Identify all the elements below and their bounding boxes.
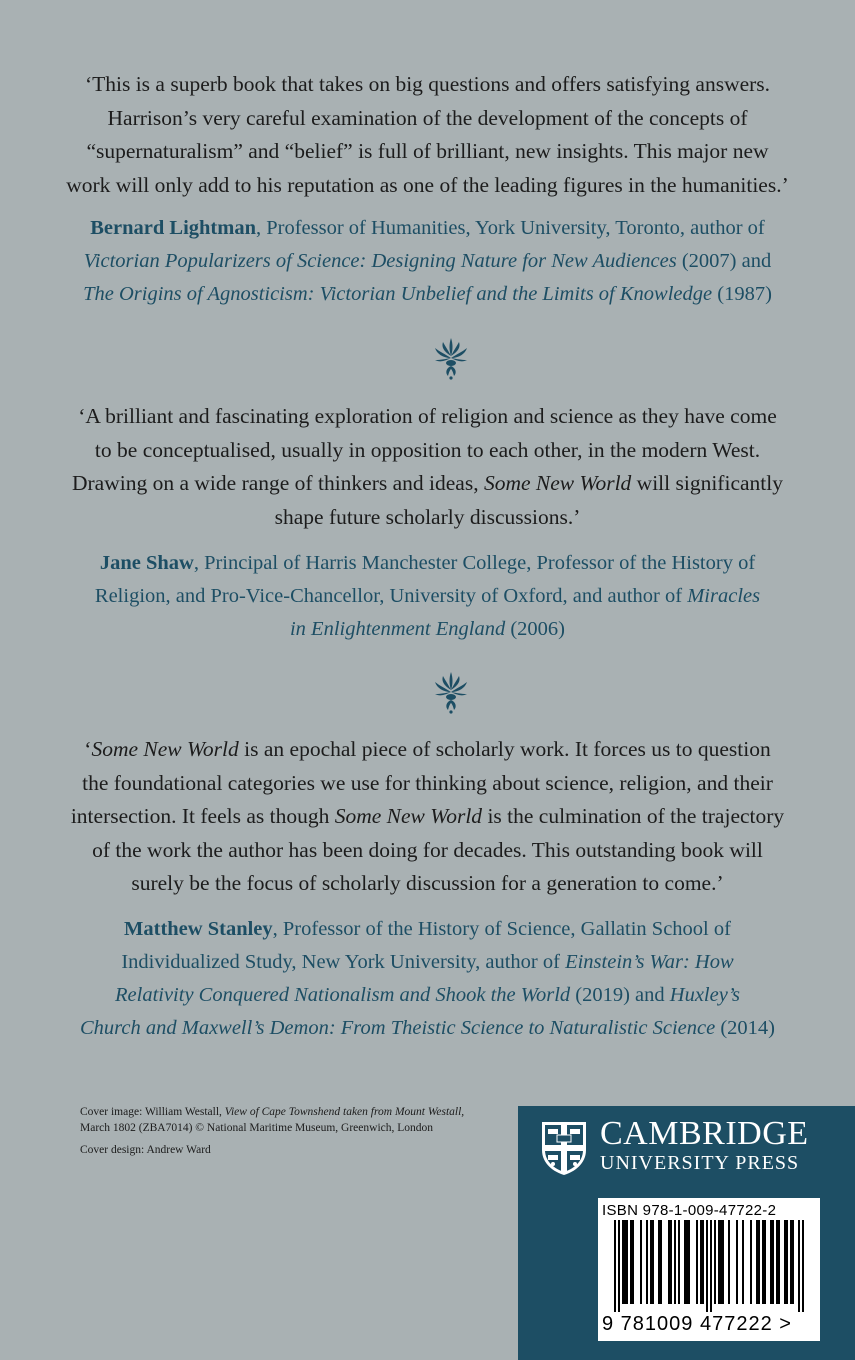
review-3-quote-text: ‘ [84,737,92,761]
barcode-bar [786,1220,788,1304]
barcode-bar [646,1220,648,1304]
cover-image-credit [80,1104,510,1136]
barcode-bar [618,1220,620,1312]
barcode-bar [696,1220,698,1304]
barcode-bar [736,1220,738,1304]
credit-text: Cover image: William Westall, [80,1106,225,1118]
barcode-bar [700,1220,702,1304]
barcode-bar [686,1220,688,1304]
fleuron-icon [431,336,471,380]
artwork-title: View of Cape Townshend taken from Mount Westall, [224,1106,465,1118]
barcode-bar [714,1220,716,1304]
reviewer-affiliation: , Principal of Harris Manchester College, Professor of the History of [193,552,756,574]
barcode-bar [626,1220,628,1304]
review-2-quote-line: to be conceptualised, usually in opposition to each other, in the modern West. [94,437,761,462]
work-year: (2007) and [676,250,772,272]
work-year: (2014) [715,1017,775,1039]
barcode-bar [670,1220,672,1304]
barcode-bar [622,1220,624,1304]
review-3-quote [60,733,795,901]
review-3-quote-line: surely be the focus of scholarly discussion for a generation to come.’ [131,871,724,895]
review-2-quote-line: shape future scholarly discussions.’ [274,504,581,529]
barcode-bar [660,1220,662,1304]
work-title: Einstein’s War: How [565,951,734,973]
barcode-bar [624,1220,626,1304]
barcode-bar [652,1220,654,1304]
barcode-bar [702,1220,704,1304]
work-title: Miracles [687,585,761,607]
barcode-bar [632,1220,634,1304]
credit-text: March 1802 (ZBA7014) © National Maritime Museum, Greenwich, London [80,1122,434,1134]
work-year: (2006) [505,618,565,640]
publisher-panel [518,1106,855,1360]
barcode-bar [802,1220,804,1312]
publisher-subtitle: UNIVERSITY PRESS [600,1152,800,1174]
barcode-bar [710,1220,712,1312]
review-2-attribution [60,547,795,646]
review-2-quote [60,400,795,534]
reviewer-affiliation: Individualized Study, New York University, author of [121,951,566,973]
ean-digits: 9 781009 477222 > [602,1313,792,1335]
barcode-bar [674,1220,676,1304]
work-year: (2019) and [570,984,670,1006]
barcode-bar [790,1220,792,1304]
cambridge-crest-icon [540,1120,588,1176]
fleuron-icon [431,670,471,714]
review-2-quote-text: will significantly [631,471,783,495]
barcode-bar [772,1220,774,1304]
barcode-bar [792,1220,794,1304]
review-1-quote-line: “supernaturalism” and “belief” is full of brilliant, new insights. This major new [86,139,769,163]
review-3-attribution [60,913,795,1045]
work-title: in Enlightenment England [289,618,506,640]
barcode-bar [784,1220,786,1304]
reviewer-affiliation: , Professor of the History of Science, Gallatin School of [272,918,731,940]
reviewer-name: Bernard Lightman [90,217,256,239]
reviewer-affiliation: , Professor of Humanities, York University, Toronto, author of [255,217,765,239]
work-year: (1987) [712,283,772,305]
cover-design-credit: Cover design: Andrew Ward [80,1144,211,1156]
barcode-bar [798,1220,800,1312]
work-title: Relativity Conquered Nationalism and Shook the World [115,984,571,1006]
barcode-bar [750,1220,752,1304]
review-1-quote-line: Harrison’s very careful examination of the development of the concepts of [107,105,748,130]
barcode-bar [720,1220,722,1304]
barcode-icon [604,1220,814,1312]
review-2-quote-text: Drawing on a wide range of thinkers and ideas, [72,471,484,495]
barcode-bar [678,1220,680,1304]
barcode-bar [770,1220,772,1304]
work-title: The Origins of Agnosticism: Victorian Unbelief and the Limits of Knowledge [83,283,713,305]
barcode-bar [684,1220,686,1304]
isbn-label: ISBN 978-1-009-47722-2 [602,1202,777,1219]
work-title: Victorian Popularizers of Science: Designing Nature for New Audiences [83,250,677,272]
barcode-bar [658,1220,660,1304]
barcode-bar [742,1220,744,1304]
barcode-box [598,1198,820,1341]
barcode-bar [756,1220,758,1304]
review-3-quote-line: of the work the author has been doing for decades. This outstanding book will [92,837,763,862]
review-3-quote-line: the foundational categories we use for thinking about science, religion, and their [82,770,773,795]
publisher-name: CAMBRIDGE [600,1115,809,1152]
barcode-bar [762,1220,764,1304]
review-3-quote-text: intersection. It feels as though [70,804,335,828]
barcode-bar [718,1220,720,1304]
barcode-bar [764,1220,766,1304]
review-3-quote-text: is an epochal piece of scholarly work. It forces us to question [238,737,771,761]
review-1-quote-line: ‘This is a superb book that takes on big questions and offers satisfying answers. [84,72,771,96]
review-3-quote-text: is the culmination of the trajectory [482,804,785,828]
barcode-bar [650,1220,652,1304]
barcode-bar [706,1220,708,1312]
review-1-quote [60,68,795,202]
review-1-quote-line: work will only add to his reputation as one of the leading figures in the humanities.’ [66,172,789,197]
review-1-attribution [60,212,795,311]
barcode-bar [614,1220,616,1312]
work-title: Church and Maxwell’s Demon: From Theistic Science to Naturalistic Science [80,1017,716,1039]
review-2-quote-line: ‘A brilliant and fascinating exploration of religion and science as they have come [78,404,777,428]
reviewer-affiliation: Religion, and Pro-Vice-Chancellor, University of Oxford, and author of [94,585,688,607]
book-title: Some New World [483,471,632,495]
book-title: Some New World [91,737,239,761]
barcode-bar [728,1220,730,1304]
reviewer-name: Matthew Stanley [124,918,273,940]
barcode-bar [776,1220,778,1304]
barcode-bar [778,1220,780,1304]
work-title: Huxley’s [669,984,740,1006]
reviewer-name: Jane Shaw [99,552,194,574]
barcode-bar [688,1220,690,1304]
barcode-bar [640,1220,642,1304]
barcode-bar [758,1220,760,1304]
cover-credits [80,1104,510,1158]
barcode-bar [668,1220,670,1304]
barcode-bar [722,1220,724,1304]
barcode-bar [630,1220,632,1304]
book-title: Some New World [334,804,483,828]
